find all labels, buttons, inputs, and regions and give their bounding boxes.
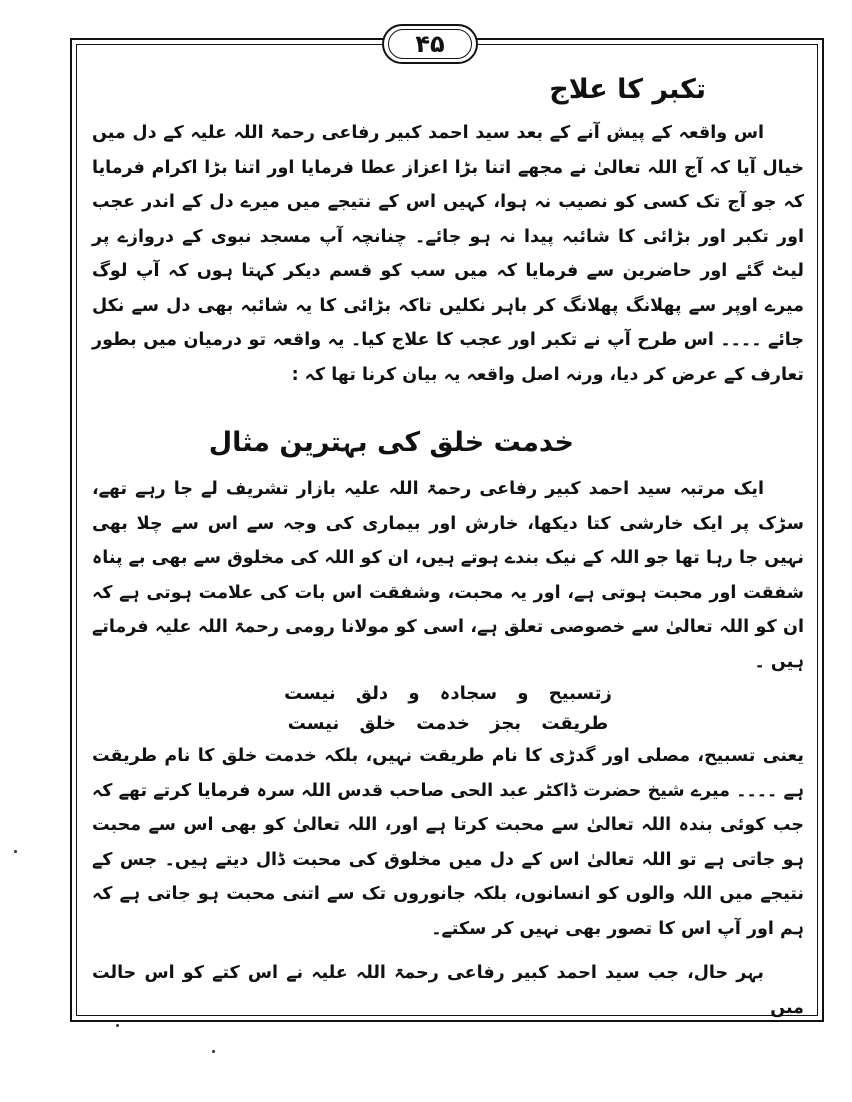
paragraph-1 (92, 116, 804, 392)
paragraph-3 (92, 739, 804, 946)
paragraph-1-text: اس واقعہ کے پیش آنے کے بعد سید احمد کبیر رفاعی رحمۃ اللہ علیہ کے دل میں خیال آیا کہ آج اللہ تعالیٰ نے مجھے اتنا بڑا اعزاز عطا فرمایا اور اتنا بڑا اکرام فرمایا کہ جو آج تک کسی کو نصیب نہ ہوا، کہیں اس کے نتیجے میں میرے دل کے اندر عجب اور تکبر اور بڑائی کا شائبہ پیدا نہ ہو جائے۔ چنانچہ آپ مسجد نبوی کے دروازے پر لیٹ گئے اور حاضرین سے فرمایا کہ میں سب کو قسم دیکر کہتا ہوں کہ آپ لوگ میرے اوپر سے پھلانگ پھلانگ کر باہر نکلیں تاکہ بڑائی کا یہ شائبہ بھی دل سے نکل جائے ۔۔۔۔ اس طرح آپ نے تکبر اور عجب کا علاج کیا۔ یہ واقعہ تو درمیان میں بطور تعارف کے عرض کر دیا، ورنہ اصل واقعہ یہ بیان کرنا تھا کہ : (92, 123, 804, 385)
paragraph-2 (92, 472, 804, 679)
section-heading-khidmat: خدمت خلق کی بہترین مثال (208, 427, 574, 458)
scan-speck (116, 1024, 119, 1027)
persian-couplet (92, 679, 804, 739)
couplet-line-2: طریقت بجز خدمت خلق نیست (287, 713, 609, 734)
couplet-line-1: زتسبیح و سجادہ و دلق نیست (284, 683, 612, 704)
scan-speck (14, 850, 17, 853)
paragraph-3-text: یعنی تسبیح، مصلی اور گدڑی کا نام طریقت نہیں، بلکہ خدمت خلق کا نام طریقت ہے ۔۔۔۔ میرے شیخ حضرت ڈاکٹر عبد الحی صاحب قدس اللہ سرہ فرمایا کرتے تھے کہ جب کوئی بندہ اللہ تعالیٰ سے محبت کرتا ہے اور، اللہ تعالیٰ کو بھی اس سے محبت ہو جاتی ہے تو اللہ تعالیٰ اس کے دل میں مخلوق کی محبت ڈال دیتے ہیں۔ جس کے نتیجے میں اللہ والوں کو انسانوں، بلکہ جانوروں تک سے اتنی محبت ہو جاتی ہے کہ ہم اور آپ اس کا تصور بھی نہیں کر سکتے۔ (92, 746, 804, 939)
section-heading-takabbur: تکبر کا علاج (549, 74, 706, 105)
page-number: ۴۵ (388, 29, 472, 59)
page-content (92, 64, 804, 1025)
page-number-badge (382, 24, 478, 64)
paragraph-2-text: ایک مرتبہ سید احمد کبیر رفاعی رحمۃ اللہ علیہ بازار تشریف لے جا رہے تھے، سڑک پر ایک خارشی کتا دیکھا، خارش اور بیماری کی وجہ سے اس سے چلا بھی نہیں جا رہا تھا جو اللہ کے نیک بندے ہوتے ہیں، ان کو اللہ کی مخلوق سے بھی بے پناہ شفقت اور محبت ہوتی ہے، اور یہ محبت، وشفقت اس بات کی علامت ہوتی ہے کہ ان کو اللہ تعالیٰ سے خصوصی تعلق ہے، اسی کو مولانا رومی رحمۃ اللہ علیہ فرماتے ہیں ۔ (92, 479, 804, 672)
paragraph-4-text: بہر حال، جب سید احمد کبیر رفاعی رحمۃ اللہ علیہ نے اس کتے کو اس حالت میں (92, 963, 804, 1018)
scan-speck (212, 1050, 215, 1053)
paragraph-4 (92, 956, 804, 1025)
